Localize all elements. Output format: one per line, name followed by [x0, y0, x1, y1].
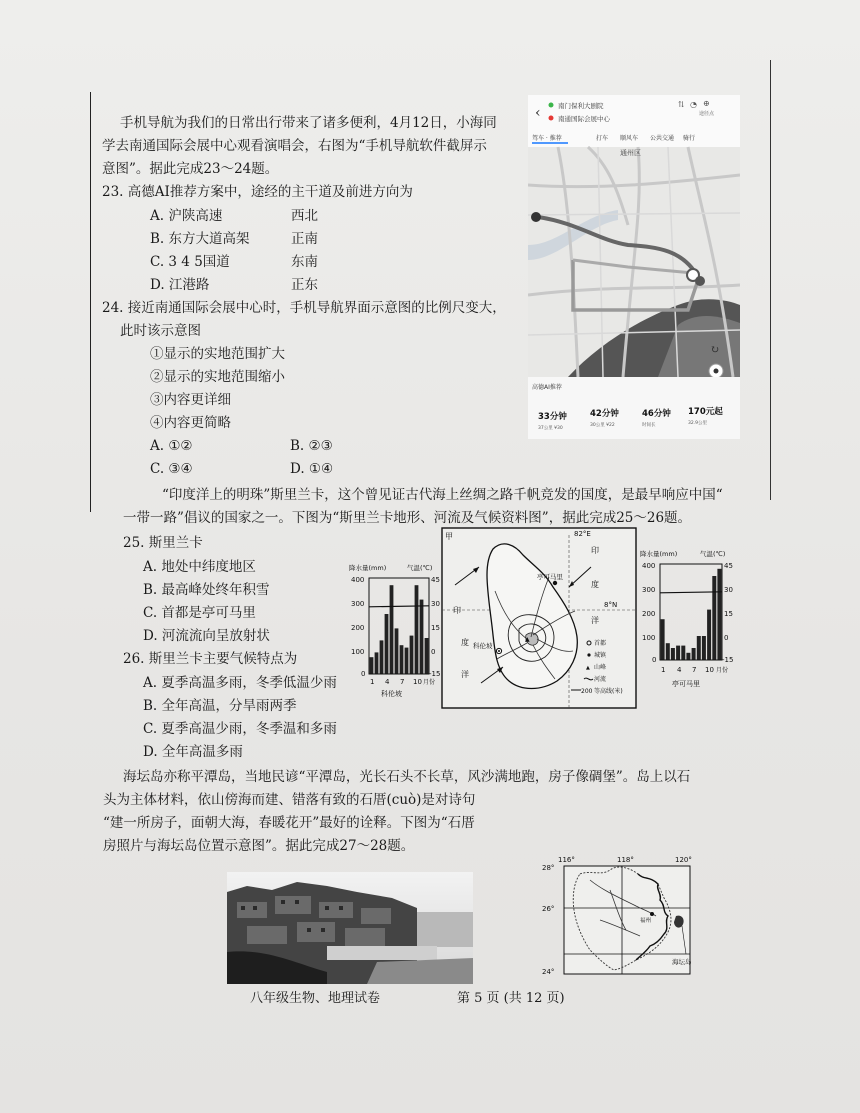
city-dot-icon: [553, 581, 557, 585]
y-right-tick: 30: [724, 586, 733, 594]
precipitation-bar: [400, 645, 404, 674]
haitan-island-label: 海坛岛: [672, 958, 692, 966]
q23-stem: 23. 高德AI推荐方案中，途经的主干道及前进方向为: [102, 184, 413, 200]
station-name: 亭可马里: [672, 680, 700, 688]
latitude-label: 8°N: [604, 601, 618, 609]
page-fold-line: [90, 92, 91, 512]
sri-lanka-map: [441, 527, 637, 709]
q24-option-b[interactable]: B. ②③: [290, 438, 333, 454]
y-right-tick: 15: [724, 610, 733, 618]
mountain-peak-icon: ▲: [525, 636, 530, 643]
q24-item-3: ③内容更详细: [150, 392, 231, 408]
q24-item-1: ①显示的实地范围扩大: [150, 346, 285, 362]
q26-option-c[interactable]: C. 夏季高温少雨，冬季温和多雨: [143, 721, 337, 737]
tab-ride[interactable]: 顺风车: [620, 135, 639, 142]
route-2-note: 30公里 ¥22: [590, 423, 615, 428]
y-left-tick: 200: [642, 610, 656, 618]
temp-axis-label: 气温(℃): [407, 564, 433, 572]
q25-stem: 25. 斯里兰卡: [123, 535, 203, 551]
longitude-label: 82°E: [574, 530, 591, 538]
city-dot-icon: [650, 912, 654, 916]
y-right-tick: 45: [724, 562, 733, 570]
precipitation-bar: [375, 652, 379, 674]
tab-transit[interactable]: 公共交通: [650, 135, 675, 142]
lat-label: 28°: [542, 864, 555, 872]
q23-option-b-dir: 正南: [291, 231, 318, 247]
q24-option-a[interactable]: A. ①②: [150, 438, 193, 454]
precipitation-bar: [385, 614, 389, 674]
q23-option-a-dir: 西北: [291, 208, 318, 224]
swap-icon[interactable]: ⇅: [678, 100, 685, 109]
precipitation-bar: [666, 643, 670, 660]
city-colombo: 科伦坡: [473, 642, 493, 650]
precipitation-bar: [415, 585, 419, 674]
refresh-icon[interactable]: ↻: [710, 343, 720, 356]
sea-label-left: 印: [453, 606, 461, 615]
y-right-tick: 30: [431, 600, 440, 608]
precipitation-bar: [661, 619, 665, 660]
page-number: 第 5 页 (共 12 页): [457, 991, 565, 1006]
precipitation-bar: [671, 648, 675, 660]
precip-axis-label: 降水量(mm): [640, 550, 678, 558]
add-waypoint-icon[interactable]: ⊕: [703, 99, 710, 108]
q25-option-b[interactable]: B. 最高峰处终年积雪: [143, 582, 270, 598]
x-tick: 4: [385, 678, 390, 686]
destination-pin-icon[interactable]: [695, 276, 705, 286]
route-1-time[interactable]: 33分钟: [538, 412, 567, 422]
precipitation-bar: [676, 646, 680, 660]
lon-label: 120°: [675, 856, 692, 864]
y-left-tick: 400: [642, 562, 656, 570]
q24-stem-line1: 24. 接近南通国际会展中心时，手机导航界面示意图的比例尺变大，: [102, 300, 506, 316]
y-left-tick: 300: [351, 600, 365, 608]
intro1-line3: 意图”。据此完成23～24题。: [102, 161, 279, 177]
footer-subject: 八年级生物、地理试卷: [250, 991, 381, 1006]
intro2-line1: “印度洋上的明珠”斯里兰卡，这个曾见证古代海上丝绸之路千帆竞发的国度，是最早响应中国“: [162, 487, 723, 503]
precipitation-bar: [420, 600, 424, 674]
y-left-tick: 200: [351, 624, 365, 632]
legend-peak-icon: ▲: [586, 665, 590, 671]
temp-axis-label: 气温(℃): [700, 550, 726, 558]
legend-river: 河流: [594, 676, 607, 683]
fuzhou-label: 福州: [640, 918, 652, 924]
intro1-line2: 学去南通国际会展中心观看演唱会，右图为“手机导航软件截屏示: [102, 138, 487, 154]
y-right-tick: -15: [722, 656, 734, 664]
x-tick: 10: [705, 666, 714, 674]
lon-label: 118°: [617, 856, 634, 864]
q25-option-d[interactable]: D. 河流流向呈放射状: [143, 628, 270, 644]
legend-contour: 等高线(米): [594, 688, 623, 695]
route-4-note: 32.9公里: [688, 421, 708, 426]
precipitation-bar: [707, 610, 711, 660]
y-left-tick: 400: [351, 576, 365, 584]
page-edge-line: [770, 60, 771, 500]
q24-stem-line2: 此时该示意图: [120, 323, 201, 339]
precipitation-bar: [380, 640, 384, 674]
tab-taxi[interactable]: 打车: [596, 135, 609, 142]
x-tick: 1: [370, 678, 375, 686]
map-corner-label: 甲: [445, 532, 453, 541]
y-left-tick: 0: [361, 670, 366, 678]
y-right-tick: -15: [429, 670, 441, 678]
stone-house-photo: [227, 872, 473, 984]
legend-town: 城镇: [594, 652, 607, 659]
x-tick: 1: [661, 666, 666, 674]
x-tick: 4: [677, 666, 682, 674]
intro3-line3: “建一所房子，面朝大海，春暖花开”最好的诠释。下图为“石厝: [103, 815, 475, 831]
lat-label: 26°: [542, 905, 555, 913]
precipitation-bar: [395, 628, 399, 674]
nav-destination[interactable]: 南通国际会展中心: [558, 115, 610, 123]
route-1-note: 37公里 ¥30: [538, 426, 563, 431]
route-3-time[interactable]: 46分钟: [642, 409, 671, 419]
q23-option-a[interactable]: A. 沪陕高速: [150, 208, 223, 224]
precip-axis-label: 降水量(mm): [349, 564, 387, 572]
intro2-line2: 一带一路”倡议的国家之一。下图为“斯里兰卡地形、河流及气候资料图”，据此完成25～26题。: [123, 510, 692, 526]
sea-label-right: 印: [591, 546, 599, 555]
x-tick: 7: [400, 678, 405, 686]
y-right-tick: 0: [431, 648, 436, 656]
y-right-tick: 15: [431, 624, 440, 632]
y-right-tick: 0: [724, 634, 729, 642]
y-left-tick: 100: [351, 648, 365, 656]
precipitation-bar: [390, 585, 394, 674]
intro3-line1: 海坛岛亦称平潭岛，当地民谚“平潭岛，光长石头不长草，风沙满地跑，房子像碉堡”。岛上以石: [123, 769, 691, 785]
q23-option-c[interactable]: C. 3 4 5国道: [150, 254, 230, 270]
route-3-note: 时间长: [642, 423, 656, 428]
ai-recommend-label[interactable]: 高德AI推荐: [532, 384, 562, 391]
map-city-label: 通州区: [620, 149, 641, 157]
y-left-tick: 0: [652, 656, 657, 664]
x-tick: 10: [413, 678, 422, 686]
route-2-time[interactable]: 42分钟: [590, 409, 619, 419]
station-name: 科伦坡: [381, 690, 402, 698]
voice-icon[interactable]: ◔: [690, 100, 697, 109]
q25-option-a[interactable]: A. 地处中纬度地区: [143, 559, 256, 575]
q24-item-2: ②显示的实地范围缩小: [150, 369, 285, 385]
haitan-map-frame: [540, 850, 712, 980]
sea-label-left: 度: [461, 638, 469, 647]
intro3-line4: 房照片与海坛岛位置示意图”。据此完成27～28题。: [103, 838, 415, 854]
precipitation-bar: [702, 636, 706, 660]
q24-item-4: ④内容更简略: [150, 415, 231, 431]
precipitation-bar: [405, 648, 409, 674]
x-axis-label: 月份: [716, 667, 729, 674]
locate-icon[interactable]: [714, 369, 719, 374]
y-left-tick: 100: [642, 634, 656, 642]
precipitation-bar: [717, 569, 721, 660]
q23-option-b[interactable]: B. 东方大道高架: [150, 231, 250, 247]
q23-option-d[interactable]: D. 江港路: [150, 277, 210, 293]
y-right-tick: 45: [431, 576, 440, 584]
q23-option-d-dir: 正东: [291, 277, 318, 293]
q26-option-b[interactable]: B. 全年高温，分旱雨两季: [143, 698, 297, 714]
lon-label: 116°: [558, 856, 575, 864]
legend-peak: 山峰: [594, 664, 607, 671]
precipitation-bar: [686, 653, 690, 660]
q24-option-d[interactable]: D. ①④: [290, 461, 334, 477]
x-axis-label: 月份: [423, 679, 436, 686]
precipitation-bar: [410, 636, 414, 674]
tab-drive[interactable]: 驾车 · 推荐: [532, 135, 562, 142]
q26-option-a[interactable]: A. 夏季高温多雨，冬季低温少雨: [143, 675, 337, 691]
route-4-price[interactable]: 170元起: [688, 407, 723, 417]
precipitation-bar: [712, 576, 716, 660]
precipitation-bar: [692, 648, 696, 660]
tab-bike[interactable]: 骑行: [683, 135, 696, 142]
intro3-line2: 头为主体材料，依山傍海而建、错落有致的石厝(cuò)是对诗句: [103, 792, 476, 808]
precipitation-bar: [697, 636, 701, 660]
precipitation-bar: [370, 657, 374, 674]
intro1-line1: 手机导航为我们的日常出行带来了诸多便利，4月12日，小海同: [120, 115, 497, 131]
back-arrow-icon[interactable]: ‹: [535, 105, 541, 121]
climate-chart-trincomalee: [640, 548, 736, 694]
lat-label: 24°: [542, 968, 555, 976]
legend-capital: 首都: [594, 640, 607, 647]
sea-label-right: 洋: [591, 616, 599, 625]
precipitation-bar: [681, 646, 685, 660]
sea-label-right: 度: [591, 580, 599, 589]
navigation-screenshot: [528, 95, 740, 439]
precipitation-bar: [425, 638, 429, 674]
x-tick: 7: [692, 666, 697, 674]
legend-contour-value: 200: [581, 688, 593, 695]
q26-stem: 26. 斯里兰卡主要气候特点为: [123, 651, 298, 667]
nav-origin[interactable]: 南门保利大剧院: [558, 102, 604, 110]
waypoint-label: 途径点: [699, 111, 715, 117]
climate-chart-colombo: [349, 562, 441, 704]
y-left-tick: 300: [642, 586, 656, 594]
q25-option-c[interactable]: C. 首都是亭可马里: [143, 605, 256, 621]
q26-option-d[interactable]: D. 全年高温多雨: [143, 744, 243, 760]
city-trincomalee: 亭可马里: [537, 573, 563, 581]
sea-label-left: 洋: [461, 670, 469, 679]
q23-option-c-dir: 东南: [291, 254, 318, 270]
origin-marker-icon[interactable]: [531, 212, 541, 222]
q24-option-c[interactable]: C. ③④: [150, 461, 193, 477]
